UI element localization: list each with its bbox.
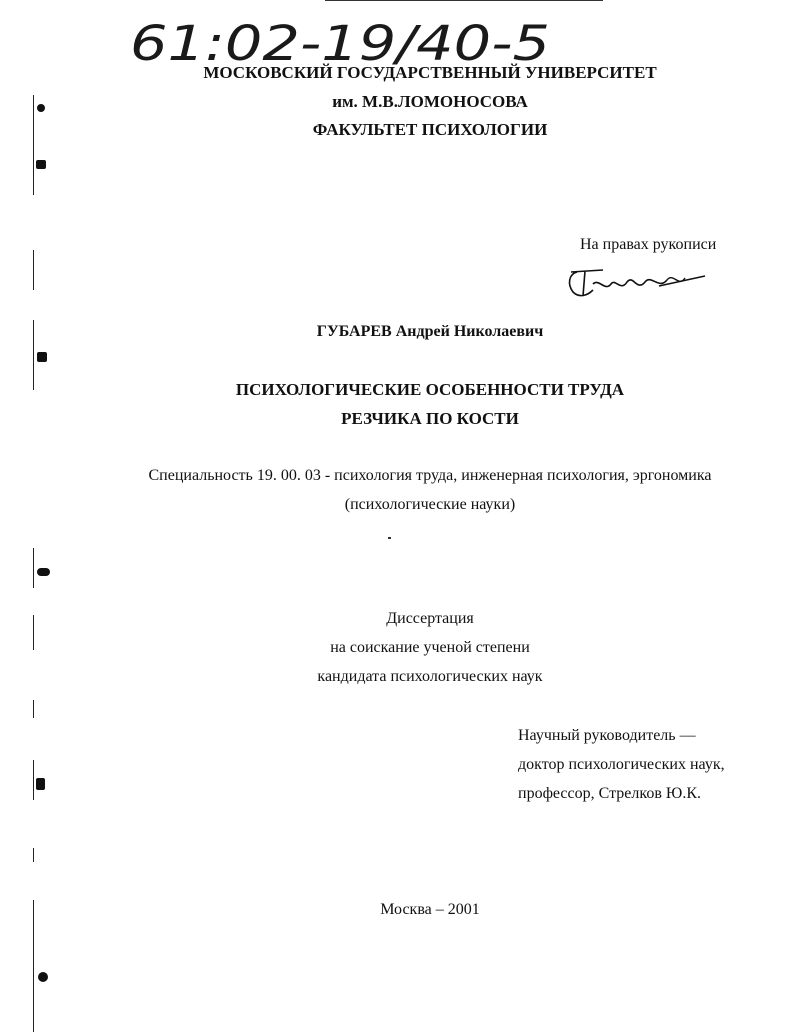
edge-line-2 <box>33 250 34 290</box>
city-year: Москва – 2001 <box>380 901 480 918</box>
edge-line-4 <box>33 548 34 588</box>
edge-line-8 <box>33 848 34 862</box>
degree-line: на соискание ученой степени <box>330 639 530 656</box>
archive-number-text: 61:02-19/40-5 <box>130 16 550 72</box>
author-signature <box>563 262 711 304</box>
author-name: ГУБАРЕВ Андрей Николаевич <box>316 323 544 340</box>
dissertation-title-line-1: ПСИХОЛОГИЧЕСКИЕ ОСОБЕННОСТИ ТРУДА <box>235 380 625 399</box>
specialty-line-2: (психологические науки) <box>344 496 516 513</box>
edge-mark-6 <box>38 972 48 982</box>
top-rule-fragment <box>325 0 603 1</box>
dissertation-title-line-2: РЕЗЧИКА ПО КОСТИ <box>341 409 519 428</box>
edge-line-9 <box>33 900 34 1032</box>
edge-mark-3 <box>37 352 47 362</box>
dissertation-label: Диссертация <box>386 610 474 627</box>
edge-mark-4 <box>37 568 50 576</box>
supervisor-name: профессор, Стрелков Ю.К. <box>518 785 701 802</box>
edge-line-6 <box>33 700 34 718</box>
specialty-line-1: Специальность 19. 00. 03 - психология труда, инженерная психология, эргономика <box>148 467 712 484</box>
degree-field-line: кандидата психологических наук <box>317 668 543 685</box>
rights-note: На правах рукописи <box>580 236 717 253</box>
edge-line-7 <box>33 760 34 800</box>
named-after: им. М.В.ЛОМОНОСОВА <box>332 92 528 111</box>
supervisor-label: Научный руководитель — <box>518 727 696 744</box>
edge-mark-5 <box>36 778 45 790</box>
supervisor-degree: доктор психологических наук, <box>518 756 725 773</box>
edge-mark-2 <box>36 160 46 169</box>
university-name: МОСКОВСКИЙ ГОСУДАРСТВЕННЫЙ УНИВЕРСИТЕТ <box>203 63 657 82</box>
scan-speck <box>388 537 391 539</box>
faculty-name: ФАКУЛЬТЕТ ПСИХОЛОГИИ <box>312 120 548 139</box>
